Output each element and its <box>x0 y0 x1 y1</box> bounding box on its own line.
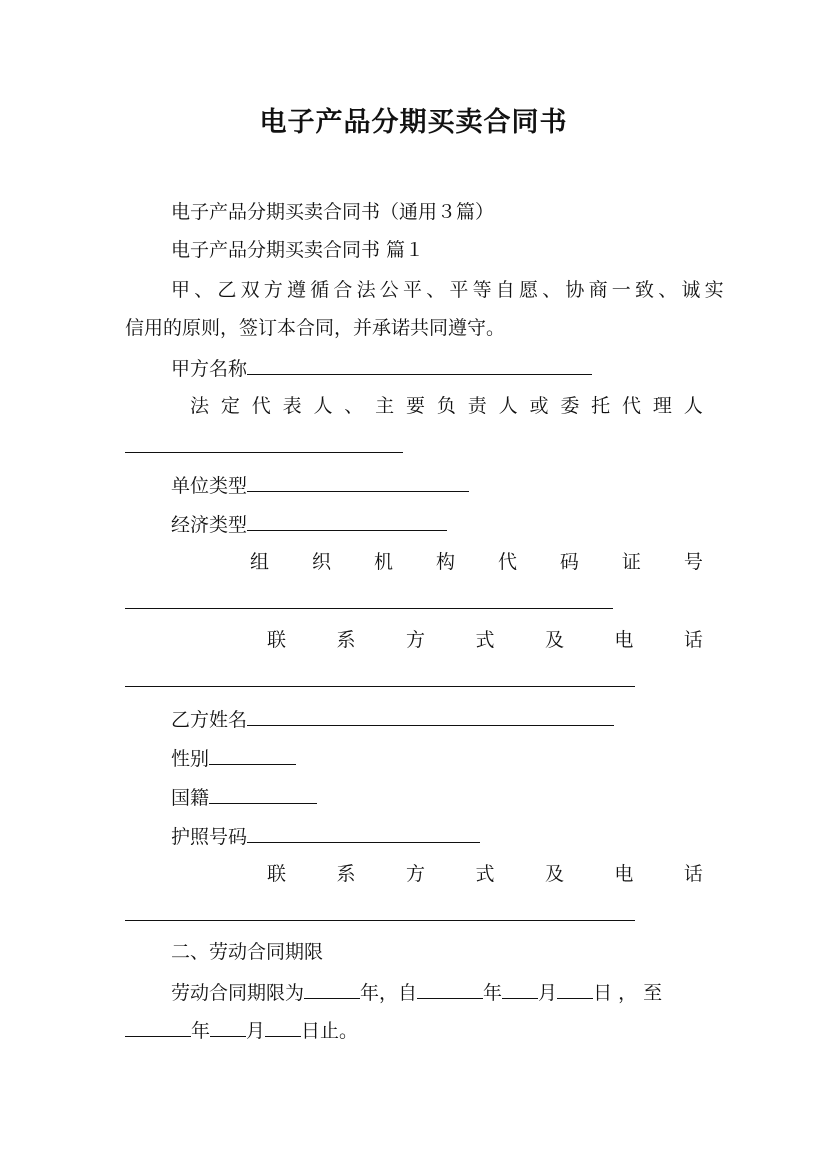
term-heading: 二、劳动合同期限 <box>171 941 324 963</box>
legal-rep-char-16: 人 <box>683 395 703 417</box>
legal-rep-char-15: 理 <box>652 395 672 417</box>
unit-type-blank <box>247 472 469 492</box>
party-b-contact-char-5: 电 <box>614 863 634 885</box>
org-code-char-2: 机 <box>373 551 393 573</box>
term-text-a: 劳动合同期限为 <box>171 982 305 1004</box>
party-b-contact-char-1: 系 <box>336 863 356 885</box>
subtitle: 电子产品分期买卖合同书（通用３篇） <box>171 201 495 223</box>
legal-rep-char-5: 、 <box>344 395 364 417</box>
party-a-name-label: 甲方名称 <box>171 358 248 380</box>
org-code-char-5: 码 <box>559 551 579 573</box>
gender-blank <box>209 745 296 765</box>
party-a-contact-char-2: 方 <box>405 629 425 651</box>
document-title: 电子产品分期买卖合同书 <box>259 107 568 138</box>
legal-rep-char-6: 主 <box>375 395 395 417</box>
legal-rep-char-4: 人 <box>313 395 333 417</box>
legal-rep-char-11: 或 <box>529 395 549 417</box>
legal-rep-row <box>190 394 703 418</box>
party-a-contact-char-6: 话 <box>683 629 703 651</box>
term-text-e: 日，至 <box>593 982 669 1004</box>
legal-rep-char-8: 负 <box>436 395 456 417</box>
nationality-row <box>171 784 703 810</box>
legal-rep-char-3: 表 <box>282 395 302 417</box>
party-a-contact-char-1: 系 <box>336 629 356 651</box>
passport-row <box>171 823 703 849</box>
term-text-g: 月 <box>246 1020 266 1042</box>
end-year-blank <box>125 1017 191 1037</box>
party-b-name-label: 乙方姓名 <box>171 709 248 731</box>
org-code-char-0: 组 <box>250 551 270 573</box>
gender-label: 性别 <box>171 748 210 770</box>
term-text-h: 日止。 <box>301 1020 359 1042</box>
end-month-blank <box>210 1017 246 1037</box>
term-paragraph-line-1 <box>171 979 703 1005</box>
legal-rep-char-12: 委 <box>560 395 580 417</box>
unit-type-label: 单位类型 <box>171 475 248 497</box>
party-b-contact-blank <box>125 920 635 921</box>
party-b-contact-row <box>267 862 703 886</box>
end-day-blank <box>265 1017 301 1037</box>
org-code-char-3: 构 <box>435 551 455 573</box>
term-text-d: 月 <box>538 982 558 1004</box>
party-a-name-row <box>171 355 703 381</box>
party-a-name-blank <box>247 355 592 375</box>
legal-rep-char-7: 要 <box>406 395 426 417</box>
party-b-name-blank <box>247 706 614 726</box>
intro-text-1: 甲、乙双方遵循合法公平、平等自愿、协商一致、诚实 <box>171 279 728 301</box>
party-a-contact-char-0: 联 <box>267 629 287 651</box>
unit-type-row <box>171 472 703 498</box>
gender-row <box>171 745 703 771</box>
intro-line-2: 信用的原则，签订本合同，并承诺共同遵守。 <box>125 317 506 339</box>
nationality-blank <box>209 784 317 804</box>
party-b-contact-char-2: 方 <box>405 863 425 885</box>
party-a-contact-row <box>267 628 703 652</box>
start-day-blank <box>557 979 593 999</box>
section-heading: 电子产品分期买卖合同书 篇１ <box>171 239 425 261</box>
start-month-blank <box>502 979 538 999</box>
party-b-contact-char-0: 联 <box>267 863 287 885</box>
org-code-char-6: 证 <box>621 551 641 573</box>
party-b-name-row <box>171 706 703 732</box>
party-a-contact-char-3: 式 <box>475 629 495 651</box>
term-years-blank <box>304 979 360 999</box>
org-code-row <box>250 550 703 574</box>
legal-rep-char-2: 代 <box>251 395 271 417</box>
party-a-contact-blank <box>125 686 635 687</box>
legal-rep-blank <box>125 452 403 453</box>
legal-rep-char-9: 责 <box>467 395 487 417</box>
intro-line-1 <box>171 278 728 302</box>
party-a-contact-char-5: 电 <box>614 629 634 651</box>
term-text-f: 年 <box>191 1020 211 1042</box>
org-code-char-7: 号 <box>683 551 703 573</box>
term-text-c: 年 <box>483 982 503 1004</box>
passport-blank <box>247 823 480 843</box>
economy-type-label: 经济类型 <box>171 514 248 536</box>
legal-rep-char-14: 代 <box>622 395 642 417</box>
party-b-contact-char-3: 式 <box>475 863 495 885</box>
passport-label: 护照号码 <box>171 826 248 848</box>
legal-rep-char-13: 托 <box>591 395 611 417</box>
nationality-label: 国籍 <box>171 787 210 809</box>
term-paragraph-line-2 <box>125 1017 703 1043</box>
org-code-char-4: 代 <box>497 551 517 573</box>
legal-rep-char-10: 人 <box>498 395 518 417</box>
economy-type-row <box>171 511 703 537</box>
legal-rep-char-0: 法 <box>190 395 210 417</box>
org-code-char-1: 织 <box>311 551 331 573</box>
party-b-contact-char-6: 话 <box>683 863 703 885</box>
party-a-contact-char-4: 及 <box>544 629 564 651</box>
party-b-contact-char-4: 及 <box>544 863 564 885</box>
economy-type-blank <box>247 511 447 531</box>
start-year-blank <box>417 979 483 999</box>
org-code-blank <box>125 608 613 609</box>
term-text-b: 年，自 <box>360 982 418 1004</box>
legal-rep-char-1: 定 <box>220 395 240 417</box>
